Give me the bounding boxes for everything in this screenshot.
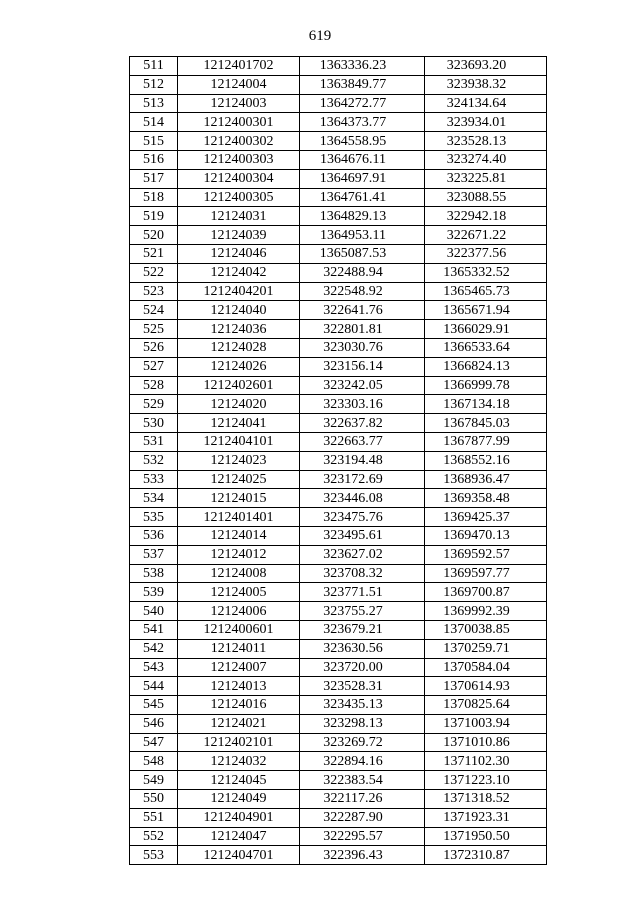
coordinate-y-cell: 1370825.64 (425, 696, 547, 715)
coordinate-y-cell: 322377.56 (425, 244, 547, 263)
coordinate-y-cell: 1369358.48 (425, 489, 547, 508)
point-code-cell: 12124031 (178, 207, 300, 226)
coordinate-x-cell: 323194.48 (300, 451, 425, 470)
row-number-cell: 528 (130, 376, 178, 395)
row-number-cell: 525 (130, 320, 178, 339)
coordinate-y-cell: 323528.13 (425, 132, 547, 151)
point-code-cell: 12124008 (178, 564, 300, 583)
coordinate-y-cell: 323693.20 (425, 57, 547, 76)
coordinate-x-cell: 323755.27 (300, 602, 425, 621)
coordinate-x-cell: 322894.16 (300, 752, 425, 771)
coordinate-x-cell: 323446.08 (300, 489, 425, 508)
row-number-cell: 547 (130, 733, 178, 752)
coordinate-y-cell: 1366029.91 (425, 320, 547, 339)
coordinate-x-cell: 323435.13 (300, 696, 425, 715)
point-code-cell: 12124003 (178, 94, 300, 113)
row-number-cell: 536 (130, 526, 178, 545)
coordinate-x-cell: 323298.13 (300, 714, 425, 733)
coordinate-y-cell: 1371102.30 (425, 752, 547, 771)
table-row (130, 432, 547, 451)
row-number-cell: 552 (130, 827, 178, 846)
table-row (130, 150, 547, 169)
row-number-cell: 524 (130, 301, 178, 320)
coordinate-x-cell: 323172.69 (300, 470, 425, 489)
coordinate-y-cell: 323938.32 (425, 75, 547, 94)
coordinate-y-cell: 1370584.04 (425, 658, 547, 677)
coordinate-x-cell: 323269.72 (300, 733, 425, 752)
coordinate-x-cell: 323708.32 (300, 564, 425, 583)
row-number-cell: 535 (130, 508, 178, 527)
table-row (130, 564, 547, 583)
coordinate-y-cell: 1371003.94 (425, 714, 547, 733)
table-row (130, 395, 547, 414)
table-row (130, 414, 547, 433)
row-number-cell: 530 (130, 414, 178, 433)
table-row (130, 545, 547, 564)
row-number-cell: 518 (130, 188, 178, 207)
coordinate-y-cell: 1369992.39 (425, 602, 547, 621)
table-row (130, 526, 547, 545)
coordinate-x-cell: 323528.31 (300, 677, 425, 696)
table-row (130, 790, 547, 809)
point-code-cell: 12124013 (178, 677, 300, 696)
coordinate-y-cell: 1371223.10 (425, 771, 547, 790)
row-number-cell: 549 (130, 771, 178, 790)
point-code-cell: 12124042 (178, 263, 300, 282)
row-number-cell: 543 (130, 658, 178, 677)
coordinate-y-cell: 1371923.31 (425, 808, 547, 827)
coordinate-y-cell: 1365332.52 (425, 263, 547, 282)
point-code-cell: 12124025 (178, 470, 300, 489)
table-row (130, 771, 547, 790)
row-number-cell: 551 (130, 808, 178, 827)
coordinate-x-cell: 323156.14 (300, 357, 425, 376)
table-row (130, 207, 547, 226)
point-code-cell: 1212404201 (178, 282, 300, 301)
point-code-cell: 12124005 (178, 583, 300, 602)
row-number-cell: 512 (130, 75, 178, 94)
coordinate-y-cell: 1368552.16 (425, 451, 547, 470)
point-code-cell: 12124036 (178, 320, 300, 339)
point-code-cell: 12124041 (178, 414, 300, 433)
point-code-cell: 1212404701 (178, 846, 300, 865)
coordinate-x-cell: 1363336.23 (300, 57, 425, 76)
coordinate-y-cell: 1365465.73 (425, 282, 547, 301)
row-number-cell: 511 (130, 57, 178, 76)
point-code-cell: 12124047 (178, 827, 300, 846)
coordinate-x-cell: 1363849.77 (300, 75, 425, 94)
point-code-cell: 12124023 (178, 451, 300, 470)
table-row (130, 113, 547, 132)
point-code-cell: 1212400305 (178, 188, 300, 207)
row-number-cell: 534 (130, 489, 178, 508)
coordinate-y-cell: 1369597.77 (425, 564, 547, 583)
row-number-cell: 542 (130, 639, 178, 658)
row-number-cell: 546 (130, 714, 178, 733)
table-row (130, 338, 547, 357)
table-row (130, 470, 547, 489)
coordinate-y-cell: 1371010.86 (425, 733, 547, 752)
row-number-cell: 529 (130, 395, 178, 414)
coordinate-y-cell: 1369700.87 (425, 583, 547, 602)
row-number-cell: 541 (130, 620, 178, 639)
coordinate-y-cell: 1365671.94 (425, 301, 547, 320)
row-number-cell: 516 (130, 150, 178, 169)
coordinate-y-cell: 1366533.64 (425, 338, 547, 357)
point-code-cell: 12124032 (178, 752, 300, 771)
row-number-cell: 513 (130, 94, 178, 113)
point-code-cell: 12124045 (178, 771, 300, 790)
coordinate-y-cell: 1367877.99 (425, 432, 547, 451)
coordinate-y-cell: 322671.22 (425, 226, 547, 245)
coordinate-x-cell: 322295.57 (300, 827, 425, 846)
row-number-cell: 523 (130, 282, 178, 301)
coordinate-y-cell: 1366999.78 (425, 376, 547, 395)
table-row (130, 602, 547, 621)
coordinate-x-cell: 1364761.41 (300, 188, 425, 207)
row-number-cell: 521 (130, 244, 178, 263)
point-code-cell: 12124011 (178, 639, 300, 658)
coordinate-x-cell: 323495.61 (300, 526, 425, 545)
point-code-cell: 12124026 (178, 357, 300, 376)
coordinate-y-cell: 1371950.50 (425, 827, 547, 846)
table-row (130, 132, 547, 151)
row-number-cell: 514 (130, 113, 178, 132)
row-number-cell: 531 (130, 432, 178, 451)
table-row (130, 696, 547, 715)
point-code-cell: 12124004 (178, 75, 300, 94)
coordinate-x-cell: 1364697.91 (300, 169, 425, 188)
table-row (130, 376, 547, 395)
coordinate-x-cell: 322117.26 (300, 790, 425, 809)
coordinate-x-cell: 322801.81 (300, 320, 425, 339)
coordinate-x-cell: 323475.76 (300, 508, 425, 527)
coordinate-y-cell: 1372310.87 (425, 846, 547, 865)
table-row (130, 677, 547, 696)
coordinate-x-cell: 323242.05 (300, 376, 425, 395)
row-number-cell: 537 (130, 545, 178, 564)
table-row (130, 489, 547, 508)
row-number-cell: 517 (130, 169, 178, 188)
table-row (130, 508, 547, 527)
coordinate-x-cell: 1364829.13 (300, 207, 425, 226)
point-code-cell: 1212400301 (178, 113, 300, 132)
table-row (130, 451, 547, 470)
coordinates-table-body (130, 57, 547, 865)
coordinate-y-cell: 1366824.13 (425, 357, 547, 376)
row-number-cell: 515 (130, 132, 178, 151)
row-number-cell: 526 (130, 338, 178, 357)
point-code-cell: 1212404101 (178, 432, 300, 451)
coordinate-x-cell: 323771.51 (300, 583, 425, 602)
coordinate-y-cell: 323088.55 (425, 188, 547, 207)
row-number-cell: 545 (130, 696, 178, 715)
table-row (130, 752, 547, 771)
coordinates-table (129, 56, 547, 865)
table-row (130, 244, 547, 263)
coordinate-y-cell: 1369470.13 (425, 526, 547, 545)
coordinate-y-cell: 1369592.57 (425, 545, 547, 564)
coordinate-x-cell: 322383.54 (300, 771, 425, 790)
coordinate-y-cell: 1370038.85 (425, 620, 547, 639)
point-code-cell: 12124020 (178, 395, 300, 414)
row-number-cell: 520 (130, 226, 178, 245)
point-code-cell: 1212400304 (178, 169, 300, 188)
point-code-cell: 1212402601 (178, 376, 300, 395)
table-row (130, 282, 547, 301)
table-row (130, 827, 547, 846)
row-number-cell: 533 (130, 470, 178, 489)
table-row (130, 583, 547, 602)
row-number-cell: 544 (130, 677, 178, 696)
coordinate-x-cell: 323303.16 (300, 395, 425, 414)
row-number-cell: 519 (130, 207, 178, 226)
table-row (130, 226, 547, 245)
coordinate-x-cell: 323630.56 (300, 639, 425, 658)
point-code-cell: 1212400303 (178, 150, 300, 169)
coordinate-x-cell: 1364272.77 (300, 94, 425, 113)
coordinate-x-cell: 322396.43 (300, 846, 425, 865)
coordinate-x-cell: 1364953.11 (300, 226, 425, 245)
table-row (130, 733, 547, 752)
point-code-cell: 1212400302 (178, 132, 300, 151)
row-number-cell: 548 (130, 752, 178, 771)
coordinate-x-cell: 1365087.53 (300, 244, 425, 263)
point-code-cell: 12124015 (178, 489, 300, 508)
point-code-cell: 12124006 (178, 602, 300, 621)
table-row (130, 658, 547, 677)
coordinate-y-cell: 1367134.18 (425, 395, 547, 414)
coordinate-x-cell: 1364558.95 (300, 132, 425, 151)
coordinate-y-cell: 323225.81 (425, 169, 547, 188)
page-number: 619 (308, 28, 332, 44)
coordinate-x-cell: 1364373.77 (300, 113, 425, 132)
coordinate-y-cell: 323934.01 (425, 113, 547, 132)
table-row (130, 75, 547, 94)
coordinate-x-cell: 322287.90 (300, 808, 425, 827)
table-row (130, 357, 547, 376)
table-row (130, 620, 547, 639)
coordinate-y-cell: 324134.64 (425, 94, 547, 113)
coordinate-y-cell: 1370259.71 (425, 639, 547, 658)
row-number-cell: 550 (130, 790, 178, 809)
coordinate-y-cell: 1371318.52 (425, 790, 547, 809)
table-row (130, 169, 547, 188)
point-code-cell: 12124014 (178, 526, 300, 545)
table-row (130, 188, 547, 207)
table-row (130, 301, 547, 320)
table-row (130, 263, 547, 282)
table-row (130, 714, 547, 733)
table-row (130, 846, 547, 865)
coordinate-x-cell: 322548.92 (300, 282, 425, 301)
table-row (130, 639, 547, 658)
row-number-cell: 540 (130, 602, 178, 621)
point-code-cell: 12124012 (178, 545, 300, 564)
coordinate-x-cell: 322637.82 (300, 414, 425, 433)
table-row (130, 320, 547, 339)
coordinate-x-cell: 323720.00 (300, 658, 425, 677)
coordinate-x-cell: 1364676.11 (300, 150, 425, 169)
row-number-cell: 527 (130, 357, 178, 376)
coordinate-x-cell: 322641.76 (300, 301, 425, 320)
coordinate-x-cell: 322488.94 (300, 263, 425, 282)
point-code-cell: 1212404901 (178, 808, 300, 827)
coordinate-x-cell: 323030.76 (300, 338, 425, 357)
coordinate-x-cell: 323627.02 (300, 545, 425, 564)
coordinate-y-cell: 1367845.03 (425, 414, 547, 433)
coordinate-x-cell: 323679.21 (300, 620, 425, 639)
row-number-cell: 539 (130, 583, 178, 602)
point-code-cell: 12124016 (178, 696, 300, 715)
table-row (130, 57, 547, 76)
point-code-cell: 12124046 (178, 244, 300, 263)
row-number-cell: 538 (130, 564, 178, 583)
point-code-cell: 12124021 (178, 714, 300, 733)
coordinate-y-cell: 1368936.47 (425, 470, 547, 489)
coordinate-y-cell: 322942.18 (425, 207, 547, 226)
row-number-cell: 532 (130, 451, 178, 470)
point-code-cell: 12124040 (178, 301, 300, 320)
coordinate-y-cell: 323274.40 (425, 150, 547, 169)
point-code-cell: 1212402101 (178, 733, 300, 752)
coordinate-y-cell: 1369425.37 (425, 508, 547, 527)
point-code-cell: 12124039 (178, 226, 300, 245)
point-code-cell: 12124028 (178, 338, 300, 357)
table-row (130, 94, 547, 113)
coordinate-y-cell: 1370614.93 (425, 677, 547, 696)
table-row (130, 808, 547, 827)
row-number-cell: 522 (130, 263, 178, 282)
point-code-cell: 1212400601 (178, 620, 300, 639)
row-number-cell: 553 (130, 846, 178, 865)
point-code-cell: 12124049 (178, 790, 300, 809)
point-code-cell: 1212401702 (178, 57, 300, 76)
coordinate-x-cell: 322663.77 (300, 432, 425, 451)
point-code-cell: 1212401401 (178, 508, 300, 527)
point-code-cell: 12124007 (178, 658, 300, 677)
